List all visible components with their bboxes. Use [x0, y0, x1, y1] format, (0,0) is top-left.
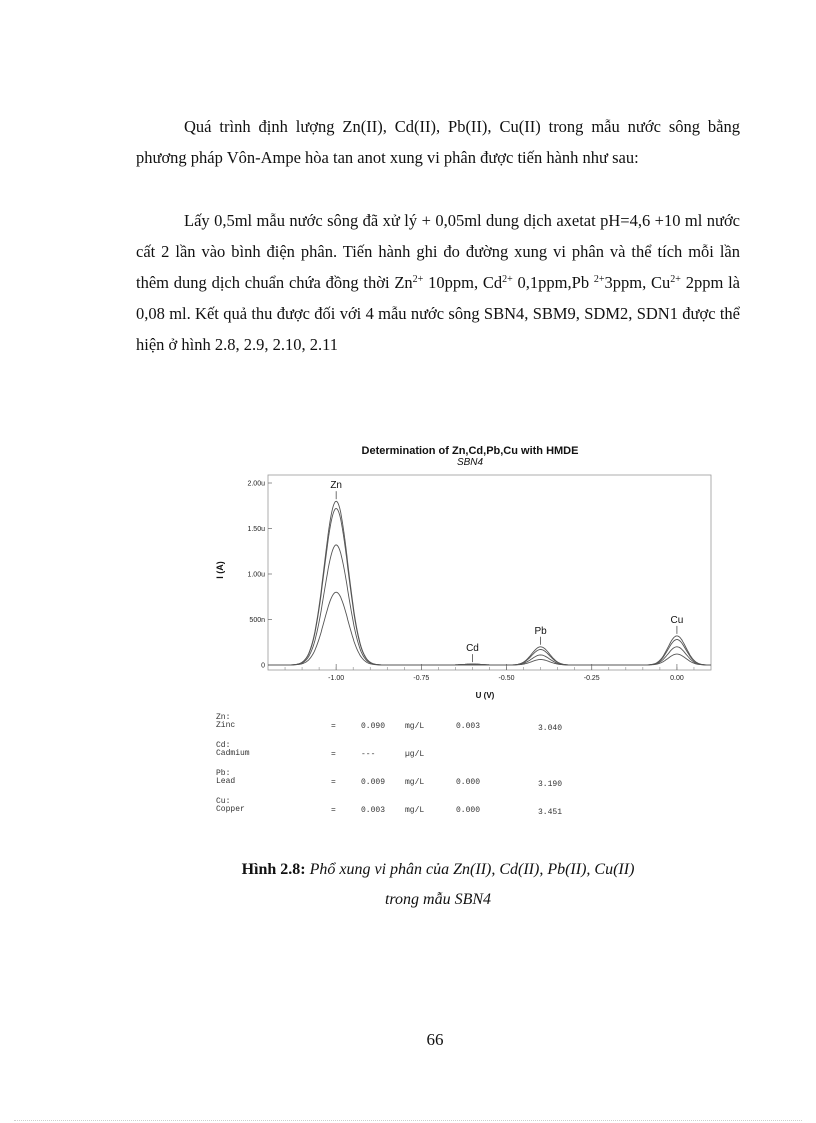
y-tick-label: 2.00u	[247, 480, 265, 488]
p2-sup-3: 2+	[593, 274, 605, 285]
caption-text-line1: Phổ xung vi phân của Zn(II), Cd(II), Pb(II), Cu(II)	[309, 861, 635, 878]
results-name: Lead	[216, 777, 236, 786]
p2-sup-4: 2+	[670, 274, 681, 285]
series-line-3	[268, 509, 711, 666]
p2-text-a: Lấy 0,5ml mẫu nước sông đã xử lý + 0,05ml dung dịch axetat pH=4,6 +10 ml nước cất 2 lần vào bình điện phân. Tiến hành ghi đo đường xung vi phân và thể tích mỗi lần thêm dung dịch chuẩn chứa đồng thời Zn	[136, 211, 740, 292]
chart-subtitle: SBN4	[456, 457, 484, 468]
results-symbol: Pb:	[216, 769, 231, 778]
results-row	[216, 769, 616, 797]
caption-text-line2: trong mẫu SBN4	[384, 891, 492, 908]
series-line-4	[268, 501, 711, 665]
y-tick-label: 500n	[249, 617, 265, 624]
results-value: ---	[361, 750, 376, 759]
x-tick-label: -0.25	[583, 675, 600, 682]
x-axis-ticks	[285, 664, 694, 682]
results-sd: 0.000	[456, 778, 481, 787]
series-lines	[268, 501, 711, 665]
results-extra: 3.040	[538, 724, 563, 733]
results-eq: =	[331, 722, 336, 731]
results-row	[216, 713, 616, 741]
results-name: Copper	[216, 805, 245, 814]
peak-label: Zn	[330, 480, 342, 492]
x-tick-label: -0.75	[413, 675, 430, 682]
plot-frame	[268, 475, 711, 670]
results-symbol: Cu:	[216, 797, 231, 806]
results-symbol: Zn:	[216, 713, 231, 722]
results-eq: =	[331, 750, 336, 759]
series-line-2	[268, 545, 711, 665]
peak-label: Pb	[534, 625, 547, 637]
page-number: 66	[426, 1030, 444, 1049]
figure-caption	[136, 855, 740, 915]
results-unit: mg/L	[405, 806, 425, 815]
results-value: 0.009	[361, 778, 386, 787]
y-tick-label: 1.00u	[247, 571, 265, 579]
x-tick-label: 0.00	[670, 675, 684, 682]
results-row	[216, 797, 616, 825]
p2-sup-2: 2+	[502, 274, 513, 285]
paragraph-2	[136, 205, 740, 360]
x-tick-label: -1.00	[328, 675, 345, 682]
results-unit: µg/L	[405, 750, 425, 759]
x-tick-label: -0.50	[498, 675, 515, 682]
results-sd: 0.000	[456, 806, 481, 815]
y-axis-label: I (A)	[215, 561, 225, 579]
p2-text-d: 3ppm, Cu	[604, 273, 671, 292]
paragraph-1	[136, 111, 740, 173]
y-tick-label: 1.50u	[247, 526, 265, 533]
results-unit: mg/L	[405, 722, 425, 731]
series-line-1	[268, 592, 711, 665]
chart-svg	[205, 430, 725, 713]
results-eq: =	[331, 778, 336, 787]
chart-title: Determination of Zn,Cd,Pb,Cu with HMDE	[361, 445, 579, 457]
results-sd: 0.003	[456, 722, 481, 731]
results-row	[216, 741, 616, 769]
p2-text-c: 0,1ppm,Pb	[512, 273, 594, 292]
p2-text-b: 10ppm, Cd	[423, 273, 503, 292]
x-axis-label: U (V)	[475, 691, 495, 700]
p2-text-e: 2ppm là 0,08 ml. Kết quả thu được đối với 4 mẫu nước sông SBN4, SBM9, SDM2, SDN1 được thể hiện ở hình 2.8, 2.9, 2.10, 2.11	[136, 273, 741, 354]
figure-voltammogram	[205, 430, 725, 842]
peak-label: Cd	[466, 643, 479, 655]
peak-labels	[330, 480, 683, 662]
y-tick-label: 0	[261, 662, 265, 670]
peak-label: Cu	[670, 614, 684, 626]
results-extra: 3.190	[538, 780, 563, 789]
paragraph-1-text: Quá trình định lượng Zn(II), Cd(II), Pb(II), Cu(II) trong mẫu nước sông bằng phương pháp Vôn-Ampe hòa tan anot xung vi phân được tiến hành như sau:	[136, 117, 740, 167]
caption-label: Hình 2.8:	[241, 861, 306, 878]
results-value: 0.003	[361, 806, 386, 815]
results-name: Zinc	[216, 721, 236, 730]
results-table	[216, 713, 616, 825]
results-value: 0.090	[361, 722, 386, 731]
p2-sup-1: 2+	[412, 274, 424, 285]
page-bottom-rule	[14, 1120, 802, 1121]
results-symbol: Cd:	[216, 741, 231, 750]
results-unit: mg/L	[405, 778, 425, 787]
results-name: Cadmium	[216, 749, 250, 758]
results-extra: 3.451	[538, 808, 563, 817]
results-eq: =	[331, 806, 336, 815]
